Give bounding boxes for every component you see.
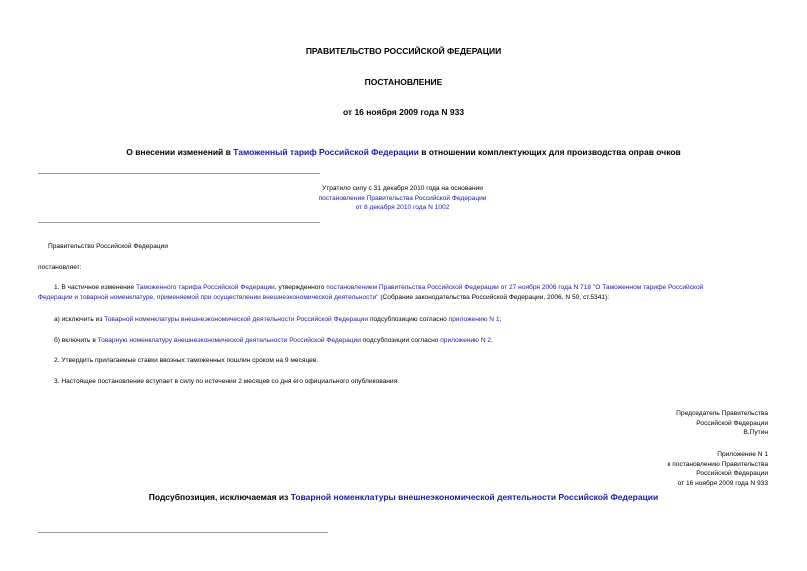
p1-text-a: 1. В частичное изменение [54, 284, 136, 291]
signature-line1: Председатель Правительства [676, 410, 768, 417]
pb-text-b: подсубпозиции согласно [360, 337, 441, 344]
repeal-decree-date-link[interactable]: от 8 декабря 2010 года N 1002 [355, 204, 450, 211]
appendix-title [0, 492, 807, 502]
pa-text-c: ; [499, 316, 502, 323]
appendix-1-link[interactable]: приложению N 1 [448, 316, 500, 323]
repeal-decree-link[interactable]: постановления Правительства Российской Федерации [318, 194, 487, 202]
pa-text-b: подсубпозицию согласно [368, 316, 449, 323]
paragraph-1 [38, 283, 778, 302]
signature-line2: Российской Федерации [696, 419, 768, 427]
appendix-title-prefix: Подсубпозиция, исключаемая из [148, 492, 291, 502]
decree-718-link[interactable]: постановлением Правительства Российской Федерации от 27 ноября 2006 года N 718 "О Таможенном тарифе Российской [326, 284, 704, 291]
pa-text-a: а) исключить из [54, 316, 105, 323]
decree-718-link-cont[interactable]: Федерации и товарной номенклатуре, применяемой при осуществлении внешнеэкономической деятельности" [38, 293, 379, 301]
pb-text-c: . [491, 337, 493, 344]
paragraph-3: 3. Настоящее постановление вступает в силу по истечении 2 месяцев со дня его официального опубликования. [54, 378, 400, 385]
title-suffix: в отношении комплектующих для производства оправ очков [418, 147, 681, 157]
decrees-text: постановляет: [38, 264, 82, 271]
government-heading: ПРАВИТЕЛЬСТВО РОССИЙСКОЙ ФЕДЕРАЦИИ [305, 46, 502, 56]
divider-top [38, 173, 320, 174]
appendix-line4: от 16 ноября 2009 года N 933 [677, 479, 768, 487]
appendix-header [668, 450, 769, 488]
p1-text-c: (Собрание законодательства Российской Федерации, 2006, N 50, ст.5341): [378, 293, 610, 301]
paragraph-2: 2. Утвердить прилагаемые ставки ввозных таможенных пошлин сроком на 9 месяцев. [54, 357, 319, 364]
divider-appendix [38, 532, 328, 533]
tnved-link-a[interactable]: Товарной номенклатуры внешнеэкономической деятельности Российской Федерации [104, 316, 369, 323]
document-date-number: от 16 ноября 2009 года N 933 [342, 107, 465, 117]
signature-block [676, 409, 768, 438]
tnved-link-b[interactable]: Товарную номенклатуру внешнеэкономической деятельности Российской Федерации [97, 337, 361, 344]
appendix-2-link[interactable]: приложению N 2 [440, 337, 492, 344]
signature-line3: В.Путин [743, 429, 768, 436]
status-note [240, 184, 565, 213]
p1-text-b: , утвержденного [274, 284, 327, 291]
paragraph-a [54, 315, 501, 325]
divider-bottom [38, 222, 320, 223]
tnved-link-appendix[interactable]: Товарной номенклатуры внешнеэкономической деятельности Российской Федерации [290, 492, 659, 502]
appendix-line2: к постановлению Правительства [667, 460, 768, 468]
status-note-line1: Утратило силу с 31 декабря 2010 года на основании [322, 185, 483, 192]
document-type-heading: ПОСТАНОВЛЕНИЕ [364, 77, 443, 87]
pb-text-a: б) включить в [54, 337, 98, 344]
paragraph-b [54, 336, 493, 346]
customs-tariff-link[interactable]: Таможенный тариф Российской Федерации [233, 147, 419, 157]
document-title [0, 147, 807, 157]
appendix-line3: Российской Федерации [696, 470, 768, 477]
customs-tariff-link-2[interactable]: Таможенного тарифа Российской Федерации [135, 284, 275, 291]
title-prefix: О внесении изменений в [126, 147, 234, 157]
intro-text: Правительство Российской Федерации [48, 243, 168, 250]
appendix-line1: Приложение N 1 [717, 451, 768, 458]
